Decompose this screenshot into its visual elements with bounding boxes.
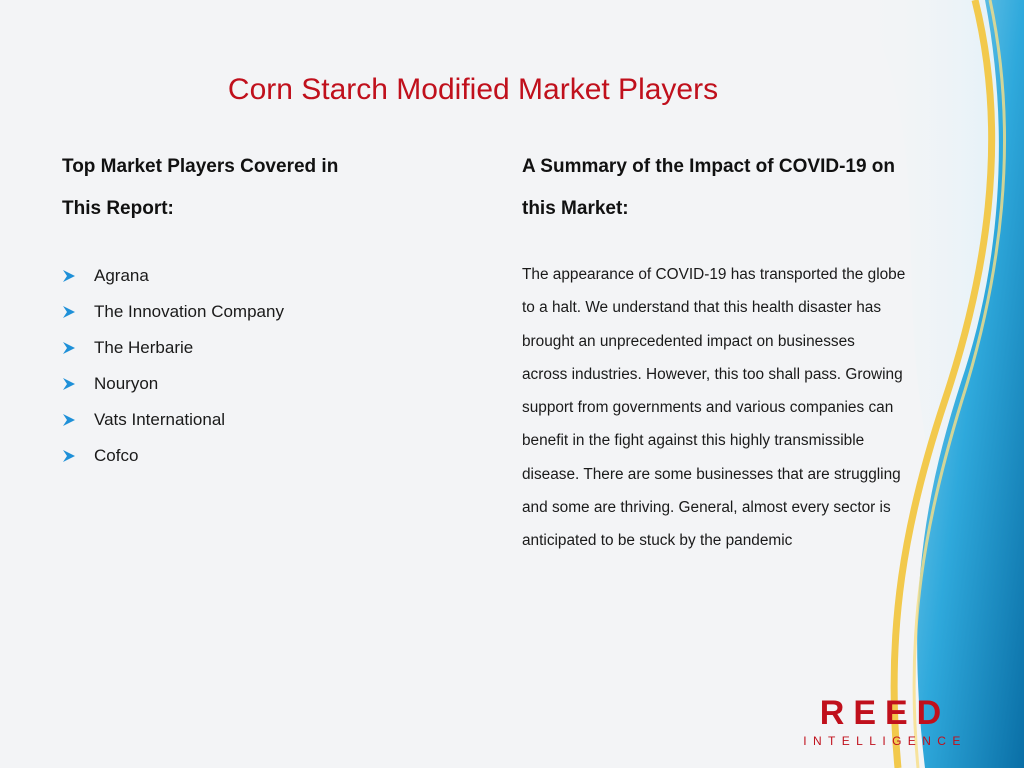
arrow-bullet-icon <box>62 305 76 319</box>
covid-summary-text <box>522 258 942 558</box>
arrow-bullet-icon <box>62 449 76 463</box>
arrow-bullet-icon <box>62 269 76 283</box>
players-heading-line1: Top Market Players Covered in <box>62 156 339 177</box>
players-heading-line2: This Report: <box>62 198 174 219</box>
arrow-bullet-icon <box>62 377 76 391</box>
summary-line: to a halt. We understand that this health disaster has <box>522 299 882 317</box>
summary-line: disease. There are some businesses that are struggling <box>522 465 901 483</box>
list-item <box>62 402 442 438</box>
summary-line: anticipated to be stuck by the pandemic <box>522 532 793 550</box>
player-name: Nouryon <box>94 374 159 393</box>
players-list <box>62 258 442 474</box>
player-name: Cofco <box>94 446 139 465</box>
covid-summary-heading <box>522 146 932 230</box>
covid-heading-line2: this Market: <box>522 198 629 219</box>
list-item <box>62 294 442 330</box>
covid-heading-line1: A Summary of the Impact of COVID-19 on <box>522 156 896 177</box>
list-item <box>62 438 442 474</box>
player-name: The Herbarie <box>94 338 194 357</box>
summary-line: across industries. However, this too shall pass. Growing <box>522 365 903 383</box>
summary-line: benefit in the fight against this highly transmissible <box>522 432 865 450</box>
list-item <box>62 366 442 402</box>
player-name: The Innovation Company <box>94 302 284 321</box>
summary-line: and some are thriving. General, almost every sector is <box>522 499 891 517</box>
summary-line: support from governments and various companies can <box>522 399 894 417</box>
players-heading <box>62 146 382 230</box>
player-name: Vats International <box>94 410 226 429</box>
list-item <box>62 258 442 294</box>
summary-line: The appearance of COVID-19 has transported the globe <box>522 266 906 283</box>
reed-intelligence-logo <box>800 694 970 748</box>
arrow-bullet-icon <box>62 413 76 427</box>
player-name: Agrana <box>94 266 149 285</box>
logo-main-text: REED <box>819 694 951 732</box>
logo-sub-text: INTELLIGENCE <box>803 734 967 748</box>
summary-line: brought an unprecedented impact on businesses <box>522 332 855 350</box>
arrow-bullet-icon <box>62 341 76 355</box>
slide-title: Corn Starch Modified Market Players <box>227 73 719 106</box>
list-item <box>62 330 442 366</box>
